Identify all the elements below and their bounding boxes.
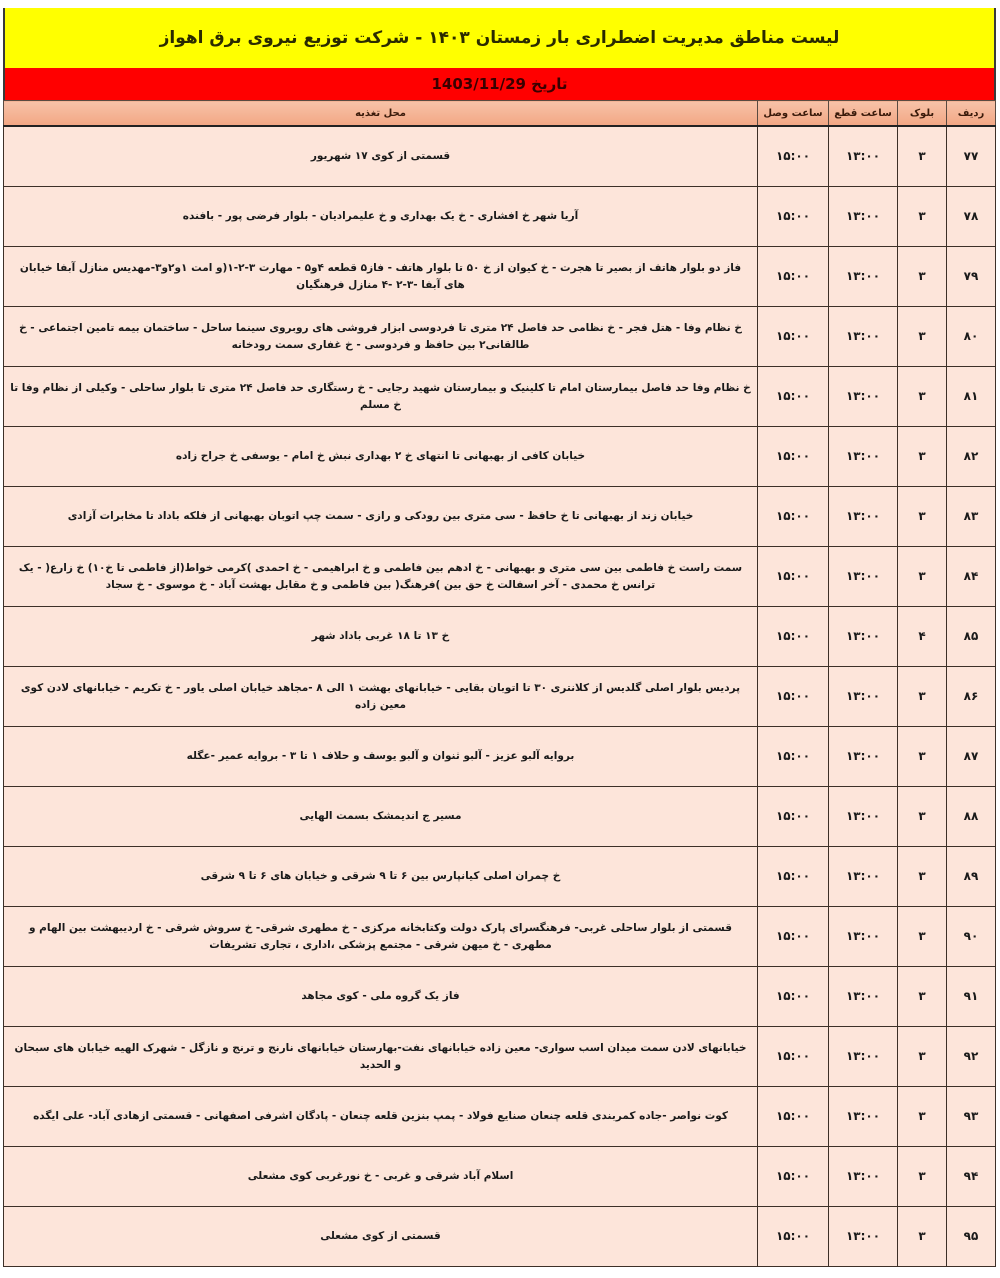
cell-block: ۳ (898, 1087, 947, 1147)
cell-on-time: ۱۵:۰۰ (758, 126, 829, 187)
cell-on-time: ۱۵:۰۰ (758, 1087, 829, 1147)
cell-off-time: ۱۳:۰۰ (829, 787, 898, 847)
cell-off-time: ۱۳:۰۰ (829, 607, 898, 667)
cell-on-time: ۱۵:۰۰ (758, 787, 829, 847)
table-row (4, 247, 996, 307)
cell-on-time: ۱۵:۰۰ (758, 907, 829, 967)
table-row (4, 787, 996, 847)
cell-block: ۳ (898, 847, 947, 907)
cell-location: خ نظام وفا حد فاصل بیمارستان امام تا کلینیک و بیمارستان شهید رجایی - خ رستگاری حد فاصل ۲۴ متری تا بلوار ساحلی - وکیلی از نظام وفا تا خ مسلم (4, 367, 758, 427)
outage-schedule-table (3, 100, 996, 1267)
cell-block: ۳ (898, 367, 947, 427)
cell-on-time: ۱۵:۰۰ (758, 847, 829, 907)
cell-on-time: ۱۵:۰۰ (758, 667, 829, 727)
header-off-time: ساعت قطع (829, 101, 898, 127)
cell-location: خیابان زند از بهبهانی تا خ حافظ - سی متری بین رودکی و رازی - سمت چپ اتوبان بهبهانی از فلکه باداد تا مخابرات آزادی (4, 487, 758, 547)
cell-off-time: ۱۳:۰۰ (829, 487, 898, 547)
cell-on-time: ۱۵:۰۰ (758, 547, 829, 607)
cell-on-time: ۱۵:۰۰ (758, 247, 829, 307)
cell-location: فاز یک گروه ملی - کوی مجاهد (4, 967, 758, 1027)
cell-row-number: ۸۰ (947, 307, 996, 367)
cell-block: ۴ (898, 607, 947, 667)
cell-location: کوت نواصر -جاده کمربندی قلعه چنعان صنایع فولاد - پمپ بنزین قلعه چنعان - پادگان اشرفی اصفهانی - قسمتی ازهادی آباد- علی ایگده (4, 1087, 758, 1147)
table-row (4, 1027, 996, 1087)
cell-row-number: ۷۷ (947, 126, 996, 187)
cell-row-number: ۸۱ (947, 367, 996, 427)
cell-off-time: ۱۳:۰۰ (829, 307, 898, 367)
cell-row-number: ۹۱ (947, 967, 996, 1027)
table-row (4, 187, 996, 247)
cell-location: اسلام آباد شرقی و غربی - خ نورغربی کوی مشعلی (4, 1147, 758, 1207)
cell-on-time: ۱۵:۰۰ (758, 607, 829, 667)
cell-location: قسمتی از کوی مشعلی (4, 1207, 758, 1267)
cell-off-time: ۱۳:۰۰ (829, 727, 898, 787)
cell-block: ۳ (898, 907, 947, 967)
cell-off-time: ۱۳:۰۰ (829, 967, 898, 1027)
cell-off-time: ۱۳:۰۰ (829, 547, 898, 607)
cell-off-time: ۱۳:۰۰ (829, 1207, 898, 1267)
cell-location: خ نظام وفا - هتل فجر - خ نظامی حد فاصل ۲۴ متری تا فردوسی ابزار فروشی های روبروی سینما ساحل - ساختمان بیمه تامین اجتماعی - خ طالقانی۲ بین حافظ و فردوسی - خ غفاری سمت رودخانه (4, 307, 758, 367)
table-row (4, 727, 996, 787)
cell-off-time: ۱۳:۰۰ (829, 427, 898, 487)
header-block: بلوک (898, 101, 947, 127)
cell-row-number: ۷۹ (947, 247, 996, 307)
cell-location: آریا شهر خ افشاری - خ یک بهداری و خ علیمرادیان - بلوار فرضی پور - بافنده (4, 187, 758, 247)
cell-off-time: ۱۳:۰۰ (829, 187, 898, 247)
cell-off-time: ۱۳:۰۰ (829, 907, 898, 967)
cell-on-time: ۱۵:۰۰ (758, 487, 829, 547)
cell-row-number: ۸۵ (947, 607, 996, 667)
table-row (4, 307, 996, 367)
cell-location: فاز دو بلوار هاتف از بصیر تا هجرت - خ کیوان از خ ۵۰ تا بلوار هاتف - فاز۵ قطعه ۴و۵ - مهارت ۳-۲-۱(و امت ۱و۲و۳-مهدیس منازل آبفا خیابان های آبفا -۳-۲ -۴ منازل فرهنگیان (4, 247, 758, 307)
cell-row-number: ۹۳ (947, 1087, 996, 1147)
cell-row-number: ۸۴ (947, 547, 996, 607)
cell-on-time: ۱۵:۰۰ (758, 1207, 829, 1267)
table-header-row (4, 101, 996, 127)
table-body (4, 126, 996, 1267)
cell-on-time: ۱۵:۰۰ (758, 1027, 829, 1087)
cell-block: ۳ (898, 307, 947, 367)
cell-row-number: ۹۲ (947, 1027, 996, 1087)
cell-row-number: ۸۶ (947, 667, 996, 727)
header-on-time: ساعت وصل (758, 101, 829, 127)
cell-off-time: ۱۳:۰۰ (829, 847, 898, 907)
cell-location: قسمتی از بلوار ساحلی غربی- فرهنگسرای پارک دولت وکتابخانه مرکزی - خ مطهری شرقی- خ سروش شرقی - خ اردیبهشت بین الهام و مطهری - خ میهن شرقی - مجتمع پزشکی ،اداری ، تجاری تشریفات (4, 907, 758, 967)
cell-block: ۳ (898, 1027, 947, 1087)
cell-row-number: ۹۴ (947, 1147, 996, 1207)
cell-off-time: ۱۳:۰۰ (829, 247, 898, 307)
cell-off-time: ۱۳:۰۰ (829, 126, 898, 187)
cell-location: خیابانهای لادن سمت میدان اسب سواری- معین زاده خیابانهای نفت-بهارستان خیابانهای نارنج و ترنج و نازگل - شهرک الهیه خیابان های سبحان و الحدید (4, 1027, 758, 1087)
page-title (3, 8, 996, 68)
cell-row-number: ۸۸ (947, 787, 996, 847)
cell-row-number: ۸۲ (947, 427, 996, 487)
header-row-number: ردیف (947, 101, 996, 127)
cell-row-number: ۷۸ (947, 187, 996, 247)
cell-location: خ ۱۳ تا ۱۸ غربی باداد شهر (4, 607, 758, 667)
table-row (4, 607, 996, 667)
table-row (4, 1207, 996, 1267)
cell-location: مسیر ج اندیمشک بسمت الهایی (4, 787, 758, 847)
cell-location: پردیس بلوار اصلی گلدیس از کلانتری ۳۰ تا اتوبان بقایی - خیابانهای بهشت ۱ الی ۸ -مجاهد خیابان اصلی یاور - خ تکریم - خیابانهای لادن کوی معین زاده (4, 667, 758, 727)
cell-location: خیابان کافی از بهبهانی تا انتهای خ ۲ بهداری نبش خ امام - یوسفی خ جراح زاده (4, 427, 758, 487)
cell-block: ۳ (898, 787, 947, 847)
table-row (4, 847, 996, 907)
cell-location: سمت راست خ فاطمی بین سی متری و بهبهانی - خ ادهم بین فاطمی و خ ابراهیمی - خ احمدی )کرمی خواط(از فاطمی تا خ۱۰) خ زارع( - یک ترانس خ محمدی - آخر اسفالت خ حق بین )فرهنگ( بین فاطمی و خ مقابل بهشت آباد - خ موسوی - خ سجاد (4, 547, 758, 607)
cell-off-time: ۱۳:۰۰ (829, 1147, 898, 1207)
cell-off-time: ۱۳:۰۰ (829, 667, 898, 727)
table-row (4, 1147, 996, 1207)
table-row (4, 547, 996, 607)
title-text: لیست مناطق مدیریت اضطراری بار زمستان ۱۴۰۳ - شرکت توزیع نیروی برق اهواز (159, 28, 840, 48)
cell-block: ۳ (898, 247, 947, 307)
cell-block: ۳ (898, 667, 947, 727)
cell-block: ۳ (898, 187, 947, 247)
cell-off-time: ۱۳:۰۰ (829, 1027, 898, 1087)
cell-on-time: ۱۵:۰۰ (758, 307, 829, 367)
cell-on-time: ۱۵:۰۰ (758, 187, 829, 247)
header-location: محل تغذیه (4, 101, 758, 127)
cell-on-time: ۱۵:۰۰ (758, 1147, 829, 1207)
date-text: تاریخ 1403/11/29 (431, 75, 568, 93)
cell-row-number: ۸۳ (947, 487, 996, 547)
cell-row-number: ۹۵ (947, 1207, 996, 1267)
cell-block: ۳ (898, 727, 947, 787)
cell-row-number: ۸۹ (947, 847, 996, 907)
cell-location: قسمتی از کوی ۱۷ شهریور (4, 126, 758, 187)
table-row (4, 1087, 996, 1147)
cell-on-time: ۱۵:۰۰ (758, 427, 829, 487)
table-row (4, 487, 996, 547)
table-row (4, 367, 996, 427)
table-row (4, 907, 996, 967)
cell-on-time: ۱۵:۰۰ (758, 967, 829, 1027)
cell-block: ۳ (898, 126, 947, 187)
cell-row-number: ۸۷ (947, 727, 996, 787)
cell-off-time: ۱۳:۰۰ (829, 367, 898, 427)
table-row (4, 126, 996, 187)
cell-off-time: ۱۳:۰۰ (829, 1087, 898, 1147)
table-row (4, 667, 996, 727)
cell-block: ۳ (898, 967, 947, 1027)
cell-block: ۳ (898, 427, 947, 487)
cell-block: ۳ (898, 1207, 947, 1267)
cell-block: ۳ (898, 487, 947, 547)
table-row (4, 967, 996, 1027)
cell-on-time: ۱۵:۰۰ (758, 367, 829, 427)
cell-row-number: ۹۰ (947, 907, 996, 967)
cell-block: ۳ (898, 1147, 947, 1207)
cell-block: ۳ (898, 547, 947, 607)
cell-location: بروایه آلبو عزیز - آلبو ثنوان و آلبو یوسف و حلاف ۱ تا ۳ - بروایه عمیر -عگله (4, 727, 758, 787)
cell-on-time: ۱۵:۰۰ (758, 727, 829, 787)
table-row (4, 427, 996, 487)
cell-location: خ چمران اصلی کیانپارس بین ۶ تا ۹ شرقی و خیابان های ۶ تا ۹ شرقی (4, 847, 758, 907)
date-banner (3, 68, 996, 100)
